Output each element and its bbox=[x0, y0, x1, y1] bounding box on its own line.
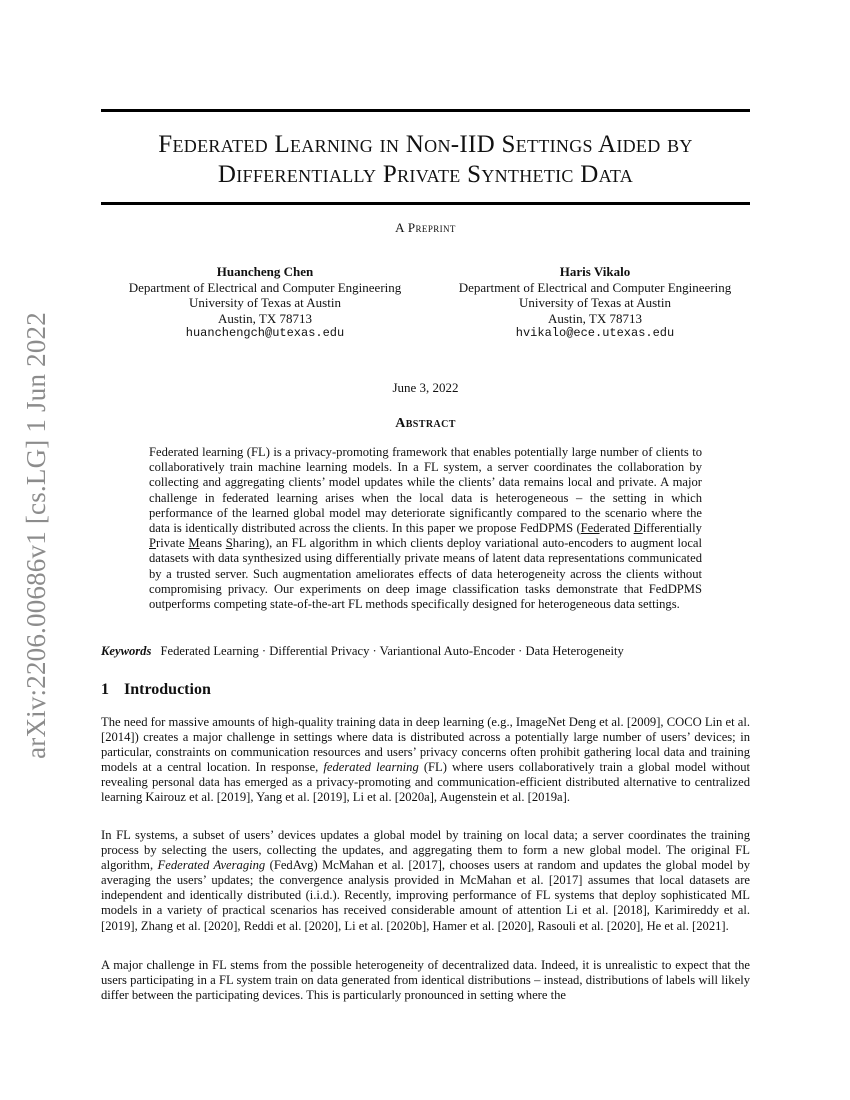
keywords-label: Keywords bbox=[101, 644, 152, 658]
intro-paragraph-1: The need for massive amounts of high-quality training data in deep learning (e.g., ImageNet Deng et al. [2009], COCO Lin et al. [2014]) creates a major challenge in settings where data is distributed across a potentially large number of users’ devices; in particular, constraints on communication resources and users’ privacy concerns often prohibit gathering local data and training models at a central location. In response, federated learning (FL) where users collaboratively train a global model without revealing personal data has emerged as a privacy-promoting and communication-efficient distributed alternative to centralized learning Kairouz et al. [2019], Yang et al. [2019], Li et al. [2020a], Augenstein et al. [2019a]. bbox=[101, 715, 751, 805]
arxiv-identifier: arXiv:2206.00686v1 [cs.LG] 1 Jun 2022 bbox=[20, 311, 51, 759]
author-address: Austin, TX 78713 bbox=[217, 310, 312, 326]
abstract-text: Federated learning (FL) is a privacy-promoting framework that enables potentially large number of clients to collaboratively train machine learning models. In a FL system, a server coordinates the collaboration by collecting and aggregating clients’ model updates while the clients’ data remains local and private. A major challenge in federated learning arises when the local data is heterogeneous – the setting in which performance of the learned global model may deteriorate significantly compared to the scenario where the data is identically distributed across the clients. In this paper we propose FedDPMS (Federated Differentially Private Means Sharing), an FL algorithm in which clients deploy variational auto-encoders to augment local datasets with data synthesized using differentially private means of latent data representations communicated by a trusted server. Such augmentation ameliorates effects of data heterogeneity across the clients without compromising privacy. Our experiments on deep image classification tasks demonstrate that FedDPMS outperforms competing state-of-the-art FL methods specifically designed for heterogeneous data settings. bbox=[149, 445, 703, 612]
section-title: Introduction bbox=[124, 681, 211, 698]
keywords-list: Federated Learning · Differential Privacy · Variantional Auto-Encoder · Data Heterogeneity bbox=[160, 644, 624, 658]
author-university: University of Texas at Austin bbox=[519, 295, 671, 310]
keywords bbox=[101, 644, 750, 659]
title-line-1: Federated Learning in Non-IID Settings Aided by bbox=[158, 131, 693, 158]
paper-title bbox=[101, 130, 750, 190]
arxiv-stamp bbox=[12, 290, 60, 780]
publication-date: June 3, 2022 bbox=[392, 380, 459, 395]
section-number: 1 bbox=[101, 681, 109, 698]
author-department: Department of Electrical and Computer Engineering bbox=[128, 279, 402, 295]
author-block bbox=[101, 264, 750, 342]
author-name: Huancheng Chen bbox=[216, 264, 314, 279]
section-heading-introduction bbox=[101, 681, 211, 699]
abstract-heading: Abstract bbox=[395, 416, 456, 431]
intro-paragraph-3: A major challenge in FL stems from the possible heterogeneity of decentralized data. Indeed, it is unrealistic to expect that the users participating in a FL system train on data generated from identical distributions – instead, distributions of labels will likely differ between the participating devices. This is particularly pronounced in setting where the bbox=[101, 958, 750, 1003]
author-email[interactable]: huanchengch@utexas.edu bbox=[185, 326, 345, 340]
author-university: University of Texas at Austin bbox=[189, 295, 341, 310]
author-department: Department of Electrical and Computer Engineering bbox=[458, 279, 732, 295]
author-address: Austin, TX 78713 bbox=[547, 310, 642, 326]
title-line-2: Differentially Private Synthetic Data bbox=[217, 161, 634, 188]
title-bottom-rule bbox=[101, 202, 750, 205]
author-email[interactable]: hvikalo@ece.utexas.edu bbox=[515, 326, 675, 340]
intro-paragraph-2: In FL systems, a subset of users’ devices updates a global model by training on local data; a server coordinates the training process by selecting the users, collecting the updates, and aggregating them to form a new global model. The original FL algorithm, Federated Averaging (FedAvg) McMahan et al. [2017], chooses users at random and updates the global model by averaging the users’ updates; the convergence analysis provided in McMahan et al. [2017] assumes that local datasets are independent and identically distributed (i.i.d.). Recently, improving performance of FL systems that deploy sophisticated ML models in a variety of practical scenarios has received considerable amount of attention Li et al. [2018], Karimireddy et al. [2019], Zhang et al. [2020], Reddi et al. [2020], Li et al. [2020b], Hamer et al. [2020], Rasouli et al. [2020], He et al. [2021]. bbox=[101, 828, 751, 933]
author-1 bbox=[100, 264, 430, 342]
author-2 bbox=[440, 264, 750, 342]
title-top-rule bbox=[101, 109, 750, 112]
preprint-label: A Preprint bbox=[395, 220, 456, 235]
author-name: Haris Vikalo bbox=[559, 264, 631, 279]
